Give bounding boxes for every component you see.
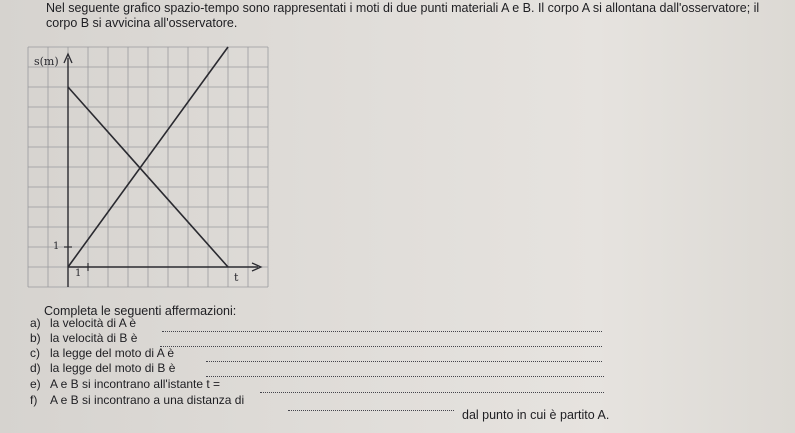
exercise-intro: Nel seguente grafico spazio-tempo sono rappresentati i moti di due punti materiali A e B. Il corpo A si allontana dall'osservatore; il corpo B si avvicina all'osservatore. bbox=[46, 1, 760, 30]
graph-grid bbox=[28, 47, 268, 287]
y-tick-label: 1 bbox=[53, 241, 60, 252]
question-letter: d) bbox=[30, 361, 41, 375]
answer-blank-d[interactable] bbox=[206, 376, 604, 377]
question-a bbox=[30, 316, 136, 330]
questions-title: Completa le seguenti affermazioni: bbox=[44, 304, 237, 318]
question-letter: c) bbox=[30, 346, 40, 360]
question-e bbox=[30, 377, 220, 391]
question-text: la legge del moto di B è bbox=[50, 361, 176, 375]
question-letter: e) bbox=[30, 377, 41, 391]
question-letter: f) bbox=[30, 393, 38, 407]
question-d bbox=[30, 361, 175, 375]
question-letter: a) bbox=[30, 316, 41, 330]
answer-blank-a[interactable] bbox=[162, 331, 602, 332]
question-f-trailing-text: dal punto in cui è partito A. bbox=[462, 408, 610, 422]
question-c bbox=[30, 346, 174, 360]
question-text: A e B si incontrano all'istante t = bbox=[50, 377, 221, 391]
question-text: la velocità di B è bbox=[50, 331, 138, 345]
x-axis-label: t bbox=[234, 271, 239, 284]
question-f bbox=[30, 393, 244, 407]
space-time-graph bbox=[20, 44, 276, 289]
x-tick-label: 1 bbox=[75, 268, 82, 279]
answer-blank-e[interactable] bbox=[260, 392, 604, 393]
question-text: A e B si incontrano a una distanza di bbox=[50, 393, 245, 407]
answer-blank-f[interactable] bbox=[288, 410, 454, 411]
answer-blank-b[interactable] bbox=[160, 346, 602, 347]
answer-blank-c[interactable] bbox=[206, 361, 602, 362]
y-axis-label: s(m) bbox=[34, 55, 59, 68]
question-text: la velocità di A è bbox=[50, 316, 137, 330]
question-letter: b) bbox=[30, 331, 41, 345]
question-text: la legge del moto di A è bbox=[50, 346, 175, 360]
question-b bbox=[30, 331, 137, 345]
